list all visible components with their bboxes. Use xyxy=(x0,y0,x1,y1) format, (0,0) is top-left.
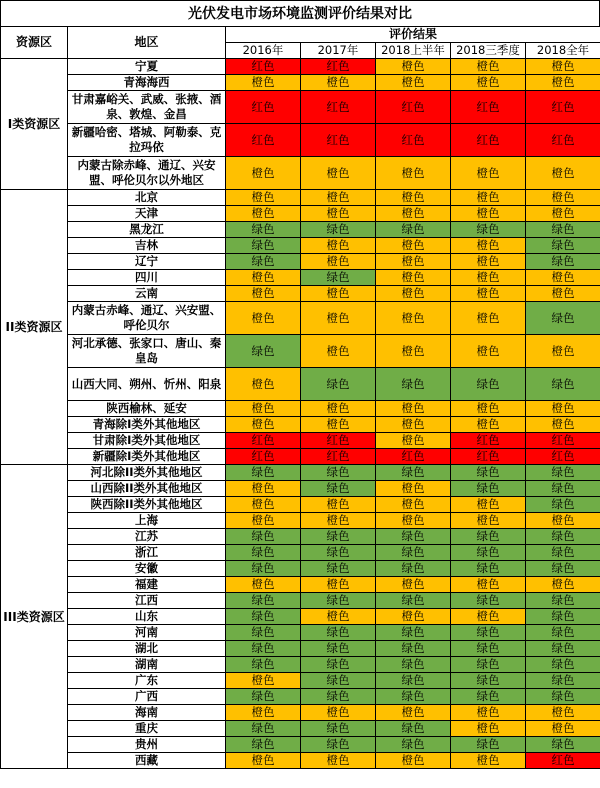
evaluation-cell: 绿色 xyxy=(526,222,600,238)
table-row xyxy=(1,157,600,190)
region-cell: 河南 xyxy=(68,625,226,641)
evaluation-cell: 橙色 xyxy=(226,302,301,335)
evaluation-cell: 橙色 xyxy=(376,417,451,433)
evaluation-cell: 绿色 xyxy=(451,529,526,545)
evaluation-cell: 绿色 xyxy=(451,641,526,657)
evaluation-cell: 橙色 xyxy=(451,254,526,270)
evaluation-cell: 绿色 xyxy=(226,689,301,705)
evaluation-cell: 橙色 xyxy=(526,206,600,222)
region-cell: 西藏 xyxy=(68,753,226,769)
evaluation-cell: 绿色 xyxy=(301,737,376,753)
evaluation-cell: 红色 xyxy=(376,91,451,124)
evaluation-cell: 橙色 xyxy=(226,513,301,529)
evaluation-cell: 橙色 xyxy=(301,609,376,625)
evaluation-cell: 红色 xyxy=(226,91,301,124)
evaluation-cell: 绿色 xyxy=(376,673,451,689)
evaluation-cell: 红色 xyxy=(376,449,451,465)
table-row xyxy=(1,705,600,721)
evaluation-cell: 橙色 xyxy=(301,513,376,529)
region-cell: 北京 xyxy=(68,190,226,206)
region-cell: 四川 xyxy=(68,270,226,286)
table-row xyxy=(1,238,600,254)
region-cell: 广西 xyxy=(68,689,226,705)
evaluation-cell: 橙色 xyxy=(376,302,451,335)
region-cell: 云南 xyxy=(68,286,226,302)
evaluation-cell: 绿色 xyxy=(526,593,600,609)
evaluation-cell: 橙色 xyxy=(226,286,301,302)
table-row xyxy=(1,75,600,91)
evaluation-cell: 橙色 xyxy=(451,286,526,302)
evaluation-cell: 橙色 xyxy=(526,335,600,368)
evaluation-cell: 橙色 xyxy=(376,753,451,769)
table-body xyxy=(1,59,600,769)
evaluation-cell: 绿色 xyxy=(301,593,376,609)
evaluation-cell: 绿色 xyxy=(301,561,376,577)
evaluation-cell: 绿色 xyxy=(451,368,526,401)
region-cell: 上海 xyxy=(68,513,226,529)
evaluation-cell: 橙色 xyxy=(376,577,451,593)
region-cell: 山西大同、朔州、忻州、阳泉 xyxy=(68,368,226,401)
evaluation-cell: 红色 xyxy=(301,91,376,124)
evaluation-cell: 绿色 xyxy=(526,689,600,705)
evaluation-cell: 绿色 xyxy=(376,625,451,641)
table-row xyxy=(1,577,600,593)
evaluation-cell: 红色 xyxy=(451,449,526,465)
evaluation-cell: 橙色 xyxy=(301,254,376,270)
evaluation-cell: 橙色 xyxy=(376,335,451,368)
evaluation-cell: 绿色 xyxy=(226,593,301,609)
evaluation-cell: 橙色 xyxy=(526,270,600,286)
evaluation-cell: 橙色 xyxy=(301,753,376,769)
evaluation-cell: 红色 xyxy=(451,433,526,449)
evaluation-cell: 绿色 xyxy=(301,465,376,481)
evaluation-cell: 绿色 xyxy=(451,673,526,689)
evaluation-cell: 橙色 xyxy=(376,513,451,529)
table-row xyxy=(1,190,600,206)
evaluation-cell: 红色 xyxy=(451,91,526,124)
evaluation-cell: 红色 xyxy=(526,449,600,465)
evaluation-cell: 橙色 xyxy=(376,75,451,91)
evaluation-cell: 绿色 xyxy=(226,529,301,545)
evaluation-cell: 绿色 xyxy=(376,561,451,577)
evaluation-cell: 绿色 xyxy=(451,561,526,577)
evaluation-cell: 绿色 xyxy=(526,641,600,657)
header-period: 2018上半年 xyxy=(376,43,451,59)
region-cell: 天津 xyxy=(68,206,226,222)
table-row xyxy=(1,657,600,673)
region-cell: 青海海西 xyxy=(68,75,226,91)
evaluation-cell: 橙色 xyxy=(376,609,451,625)
region-cell: 河北除II类外其他地区 xyxy=(68,465,226,481)
evaluation-cell: 橙色 xyxy=(526,417,600,433)
evaluation-cell: 红色 xyxy=(226,59,301,75)
evaluation-cell: 绿色 xyxy=(226,609,301,625)
table-row xyxy=(1,513,600,529)
region-cell: 陕西除II类外其他地区 xyxy=(68,497,226,513)
evaluation-cell: 绿色 xyxy=(301,625,376,641)
evaluation-cell: 橙色 xyxy=(301,497,376,513)
header-period: 2016年 xyxy=(226,43,301,59)
region-cell: 江苏 xyxy=(68,529,226,545)
table-row xyxy=(1,254,600,270)
evaluation-cell: 红色 xyxy=(301,124,376,157)
region-cell: 安徽 xyxy=(68,561,226,577)
table-row xyxy=(1,449,600,465)
region-cell: 山西除II类外其他地区 xyxy=(68,481,226,497)
evaluation-cell: 橙色 xyxy=(451,206,526,222)
evaluation-cell: 绿色 xyxy=(526,497,600,513)
table-row xyxy=(1,593,600,609)
evaluation-cell: 绿色 xyxy=(526,673,600,689)
evaluation-cell: 绿色 xyxy=(376,222,451,238)
evaluation-cell: 橙色 xyxy=(526,286,600,302)
evaluation-cell: 橙色 xyxy=(226,401,301,417)
region-cell: 辽宁 xyxy=(68,254,226,270)
evaluation-cell: 红色 xyxy=(301,59,376,75)
evaluation-cell: 橙色 xyxy=(226,75,301,91)
region-cell: 内蒙古除赤峰、通辽、兴安盟、呼伦贝尔以外地区 xyxy=(68,157,226,190)
evaluation-cell: 橙色 xyxy=(226,753,301,769)
evaluation-cell: 绿色 xyxy=(526,657,600,673)
evaluation-cell: 绿色 xyxy=(301,481,376,497)
evaluation-cell: 橙色 xyxy=(376,433,451,449)
evaluation-cell: 红色 xyxy=(526,753,600,769)
evaluation-cell: 橙色 xyxy=(226,190,301,206)
evaluation-cell: 绿色 xyxy=(451,657,526,673)
table-row xyxy=(1,302,600,335)
evaluation-cell: 绿色 xyxy=(526,609,600,625)
evaluation-cell: 橙色 xyxy=(451,417,526,433)
evaluation-cell: 橙色 xyxy=(526,190,600,206)
region-cell: 新疆除I类外其他地区 xyxy=(68,449,226,465)
evaluation-cell: 绿色 xyxy=(451,625,526,641)
evaluation-cell: 绿色 xyxy=(526,545,600,561)
evaluation-cell: 绿色 xyxy=(226,625,301,641)
evaluation-cell: 橙色 xyxy=(451,270,526,286)
region-cell: 内蒙古赤峰、通辽、兴安盟、呼伦贝尔 xyxy=(68,302,226,335)
table-row xyxy=(1,59,600,75)
header-evaluation: 评价结果 xyxy=(226,27,600,43)
resource-area-cell: III类资源区 xyxy=(1,465,68,769)
evaluation-cell: 橙色 xyxy=(226,497,301,513)
evaluation-cell: 橙色 xyxy=(526,705,600,721)
evaluation-cell: 橙色 xyxy=(451,753,526,769)
table-header xyxy=(1,27,600,59)
evaluation-cell: 橙色 xyxy=(226,481,301,497)
evaluation-cell: 橙色 xyxy=(451,497,526,513)
region-cell: 青海除I类外其他地区 xyxy=(68,417,226,433)
evaluation-cell: 绿色 xyxy=(526,737,600,753)
table-row xyxy=(1,417,600,433)
evaluation-cell: 绿色 xyxy=(451,481,526,497)
table-row xyxy=(1,753,600,769)
region-cell: 海南 xyxy=(68,705,226,721)
evaluation-cell: 橙色 xyxy=(301,417,376,433)
evaluation-cell: 红色 xyxy=(226,449,301,465)
table-row xyxy=(1,481,600,497)
evaluation-cell: 橙色 xyxy=(226,577,301,593)
table-row xyxy=(1,286,600,302)
table-row xyxy=(1,465,600,481)
evaluation-cell: 绿色 xyxy=(526,238,600,254)
evaluation-cell: 橙色 xyxy=(376,157,451,190)
table-row xyxy=(1,124,600,157)
table-row xyxy=(1,641,600,657)
header-period: 2018三季度 xyxy=(451,43,526,59)
evaluation-cell: 绿色 xyxy=(376,529,451,545)
table-row xyxy=(1,609,600,625)
table-row xyxy=(1,206,600,222)
evaluation-cell: 绿色 xyxy=(226,641,301,657)
evaluation-cell: 绿色 xyxy=(226,238,301,254)
evaluation-cell: 橙色 xyxy=(226,417,301,433)
evaluation-cell: 橙色 xyxy=(526,59,600,75)
evaluation-cell: 橙色 xyxy=(301,157,376,190)
evaluation-cell: 橙色 xyxy=(526,721,600,737)
evaluation-cell: 橙色 xyxy=(376,497,451,513)
evaluation-cell: 橙色 xyxy=(376,481,451,497)
evaluation-cell: 橙色 xyxy=(226,673,301,689)
evaluation-cell: 橙色 xyxy=(226,157,301,190)
evaluation-cell: 绿色 xyxy=(226,222,301,238)
region-cell: 重庆 xyxy=(68,721,226,737)
evaluation-cell: 绿色 xyxy=(451,545,526,561)
evaluation-cell: 绿色 xyxy=(301,673,376,689)
table-row xyxy=(1,497,600,513)
evaluation-cell: 绿色 xyxy=(376,721,451,737)
evaluation-cell: 绿色 xyxy=(451,222,526,238)
region-cell: 吉林 xyxy=(68,238,226,254)
table-row xyxy=(1,737,600,753)
evaluation-cell: 橙色 xyxy=(526,401,600,417)
region-cell: 山东 xyxy=(68,609,226,625)
evaluation-cell: 绿色 xyxy=(301,641,376,657)
evaluation-cell: 橙色 xyxy=(301,577,376,593)
region-cell: 浙江 xyxy=(68,545,226,561)
evaluation-cell: 绿色 xyxy=(301,529,376,545)
table-row xyxy=(1,689,600,705)
region-cell: 湖北 xyxy=(68,641,226,657)
table-row xyxy=(1,529,600,545)
evaluation-cell: 橙色 xyxy=(226,206,301,222)
table-row xyxy=(1,222,600,238)
evaluation-cell: 橙色 xyxy=(301,302,376,335)
table-row xyxy=(1,721,600,737)
evaluation-cell: 橙色 xyxy=(301,206,376,222)
evaluation-cell: 橙色 xyxy=(451,401,526,417)
evaluation-cell: 绿色 xyxy=(376,657,451,673)
region-cell: 黑龙江 xyxy=(68,222,226,238)
evaluation-cell: 绿色 xyxy=(301,545,376,561)
table-row xyxy=(1,545,600,561)
evaluation-cell: 橙色 xyxy=(376,190,451,206)
region-cell: 江西 xyxy=(68,593,226,609)
evaluation-cell: 橙色 xyxy=(451,513,526,529)
evaluation-cell: 绿色 xyxy=(301,270,376,286)
evaluation-cell: 橙色 xyxy=(376,254,451,270)
resource-area-cell: I类资源区 xyxy=(1,59,68,190)
evaluation-cell: 红色 xyxy=(526,433,600,449)
table-row xyxy=(1,673,600,689)
evaluation-cell: 红色 xyxy=(301,449,376,465)
header-period: 2018全年 xyxy=(526,43,600,59)
evaluation-cell: 绿色 xyxy=(526,254,600,270)
evaluation-cell: 绿色 xyxy=(526,529,600,545)
evaluation-cell: 红色 xyxy=(301,433,376,449)
evaluation-cell: 橙色 xyxy=(376,270,451,286)
evaluation-cell: 橙色 xyxy=(451,705,526,721)
evaluation-cell: 绿色 xyxy=(376,641,451,657)
evaluation-cell: 橙色 xyxy=(301,190,376,206)
evaluation-cell: 橙色 xyxy=(301,401,376,417)
evaluation-cell: 红色 xyxy=(376,124,451,157)
evaluation-cell: 橙色 xyxy=(526,75,600,91)
evaluation-cell: 橙色 xyxy=(451,609,526,625)
evaluation-cell: 橙色 xyxy=(451,238,526,254)
evaluation-cell: 橙色 xyxy=(451,721,526,737)
evaluation-cell: 绿色 xyxy=(226,737,301,753)
evaluation-cell: 橙色 xyxy=(376,238,451,254)
evaluation-cell: 橙色 xyxy=(451,302,526,335)
table-row xyxy=(1,335,600,368)
region-cell: 河北承德、张家口、唐山、秦皇岛 xyxy=(68,335,226,368)
evaluation-cell: 绿色 xyxy=(226,335,301,368)
evaluation-cell: 绿色 xyxy=(526,465,600,481)
evaluation-cell: 橙色 xyxy=(301,286,376,302)
evaluation-cell: 绿色 xyxy=(376,465,451,481)
evaluation-cell: 绿色 xyxy=(376,689,451,705)
table-row xyxy=(1,433,600,449)
table-row xyxy=(1,625,600,641)
evaluation-cell: 红色 xyxy=(226,124,301,157)
evaluation-cell: 橙色 xyxy=(526,577,600,593)
evaluation-cell: 橙色 xyxy=(451,75,526,91)
evaluation-cell: 绿色 xyxy=(376,737,451,753)
evaluation-cell: 橙色 xyxy=(301,75,376,91)
evaluation-table xyxy=(0,26,600,769)
evaluation-cell: 橙色 xyxy=(301,705,376,721)
evaluation-cell: 绿色 xyxy=(376,545,451,561)
region-cell: 湖南 xyxy=(68,657,226,673)
table-row xyxy=(1,401,600,417)
evaluation-cell: 绿色 xyxy=(451,737,526,753)
region-cell: 贵州 xyxy=(68,737,226,753)
resource-area-cell: II类资源区 xyxy=(1,190,68,465)
evaluation-cell: 绿色 xyxy=(376,593,451,609)
table-title: 光伏发电市场环境监测评价结果对比 xyxy=(0,0,600,26)
evaluation-cell: 绿色 xyxy=(376,368,451,401)
evaluation-cell: 绿色 xyxy=(226,545,301,561)
evaluation-cell: 橙色 xyxy=(376,705,451,721)
evaluation-cell: 橙色 xyxy=(226,705,301,721)
evaluation-cell: 绿色 xyxy=(301,721,376,737)
evaluation-cell: 绿色 xyxy=(451,465,526,481)
evaluation-cell: 橙色 xyxy=(451,577,526,593)
table-row xyxy=(1,91,600,124)
evaluation-cell: 橙色 xyxy=(301,335,376,368)
evaluation-cell: 橙色 xyxy=(226,270,301,286)
evaluation-cell: 绿色 xyxy=(451,593,526,609)
evaluation-cell: 绿色 xyxy=(226,657,301,673)
evaluation-cell: 绿色 xyxy=(301,368,376,401)
region-cell: 甘肃除I类外其他地区 xyxy=(68,433,226,449)
evaluation-cell: 橙色 xyxy=(451,190,526,206)
evaluation-cell: 绿色 xyxy=(526,625,600,641)
evaluation-cell: 橙色 xyxy=(376,59,451,75)
evaluation-cell: 橙色 xyxy=(451,59,526,75)
evaluation-cell: 橙色 xyxy=(526,157,600,190)
region-cell: 福建 xyxy=(68,577,226,593)
evaluation-cell: 绿色 xyxy=(451,689,526,705)
evaluation-cell: 绿色 xyxy=(526,481,600,497)
evaluation-cell: 绿色 xyxy=(526,368,600,401)
evaluation-cell: 橙色 xyxy=(376,401,451,417)
region-cell: 陕西榆林、延安 xyxy=(68,401,226,417)
evaluation-cell: 绿色 xyxy=(526,561,600,577)
table-row xyxy=(1,270,600,286)
evaluation-cell: 橙色 xyxy=(226,368,301,401)
evaluation-cell: 红色 xyxy=(451,124,526,157)
header-period: 2017年 xyxy=(301,43,376,59)
evaluation-cell: 绿色 xyxy=(226,721,301,737)
evaluation-cell: 橙色 xyxy=(301,238,376,254)
evaluation-cell: 红色 xyxy=(526,91,600,124)
evaluation-cell: 橙色 xyxy=(376,206,451,222)
evaluation-cell: 绿色 xyxy=(226,561,301,577)
evaluation-cell: 红色 xyxy=(226,433,301,449)
evaluation-cell: 绿色 xyxy=(301,689,376,705)
evaluation-cell: 绿色 xyxy=(526,302,600,335)
header-region: 地区 xyxy=(68,27,226,59)
region-cell: 甘肃嘉峪关、武威、张掖、酒泉、敦煌、金昌 xyxy=(68,91,226,124)
header-resource-area: 资源区 xyxy=(1,27,68,59)
evaluation-cell: 橙色 xyxy=(376,286,451,302)
region-cell: 宁夏 xyxy=(68,59,226,75)
evaluation-cell: 橙色 xyxy=(451,157,526,190)
evaluation-cell: 橙色 xyxy=(526,513,600,529)
region-cell: 广东 xyxy=(68,673,226,689)
evaluation-cell: 绿色 xyxy=(226,465,301,481)
evaluation-cell: 绿色 xyxy=(301,657,376,673)
evaluation-cell: 绿色 xyxy=(226,254,301,270)
evaluation-cell: 绿色 xyxy=(301,222,376,238)
region-cell: 新疆哈密、塔城、阿勒泰、克拉玛依 xyxy=(68,124,226,157)
table-row xyxy=(1,561,600,577)
evaluation-cell: 橙色 xyxy=(451,335,526,368)
table-row xyxy=(1,368,600,401)
evaluation-cell: 红色 xyxy=(526,124,600,157)
